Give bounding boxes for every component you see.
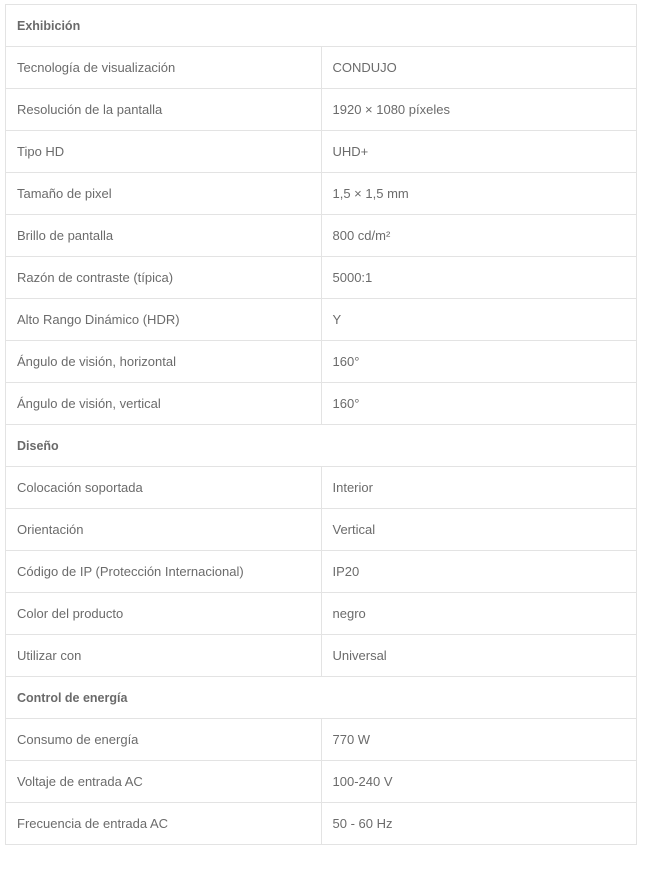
spec-label: Código de IP (Protección Internacional) bbox=[6, 551, 322, 593]
spec-label: Tamaño de pixel bbox=[6, 173, 322, 215]
table-row bbox=[6, 299, 637, 341]
table-row bbox=[6, 719, 637, 761]
spec-value: 800 cd/m² bbox=[321, 215, 637, 257]
section-header-power bbox=[6, 677, 637, 719]
spec-value: CONDUJO bbox=[321, 47, 637, 89]
table-row bbox=[6, 803, 637, 845]
section-title: Control de energía bbox=[6, 677, 637, 719]
table-row bbox=[6, 509, 637, 551]
table-row bbox=[6, 173, 637, 215]
table-row bbox=[6, 383, 637, 425]
spec-label: Consumo de energía bbox=[6, 719, 322, 761]
spec-label: Resolución de la pantalla bbox=[6, 89, 322, 131]
spec-label: Tecnología de visualización bbox=[6, 47, 322, 89]
spec-value: 5000:1 bbox=[321, 257, 637, 299]
section-title: Exhibición bbox=[6, 5, 637, 47]
table-row bbox=[6, 761, 637, 803]
spec-value: 1,5 × 1,5 mm bbox=[321, 173, 637, 215]
table-row bbox=[6, 341, 637, 383]
spec-label: Utilizar con bbox=[6, 635, 322, 677]
table-row bbox=[6, 89, 637, 131]
specifications-table bbox=[5, 4, 637, 845]
section-title: Diseño bbox=[6, 425, 637, 467]
table-row bbox=[6, 215, 637, 257]
spec-label: Voltaje de entrada AC bbox=[6, 761, 322, 803]
spec-label: Ángulo de visión, vertical bbox=[6, 383, 322, 425]
table-row bbox=[6, 131, 637, 173]
section-header-display bbox=[6, 5, 637, 47]
spec-label: Tipo HD bbox=[6, 131, 322, 173]
spec-value: 770 W bbox=[321, 719, 637, 761]
table-row bbox=[6, 635, 637, 677]
spec-value: IP20 bbox=[321, 551, 637, 593]
spec-label: Razón de contraste (típica) bbox=[6, 257, 322, 299]
table-row bbox=[6, 551, 637, 593]
spec-value: 50 - 60 Hz bbox=[321, 803, 637, 845]
spec-label: Ángulo de visión, horizontal bbox=[6, 341, 322, 383]
spec-value: negro bbox=[321, 593, 637, 635]
spec-value: 160° bbox=[321, 383, 637, 425]
section-header-design bbox=[6, 425, 637, 467]
table-row bbox=[6, 593, 637, 635]
spec-label: Color del producto bbox=[6, 593, 322, 635]
table-row bbox=[6, 47, 637, 89]
spec-label: Colocación soportada bbox=[6, 467, 322, 509]
spec-value: 100-240 V bbox=[321, 761, 637, 803]
table-row bbox=[6, 467, 637, 509]
spec-value: Interior bbox=[321, 467, 637, 509]
spec-value: 1920 × 1080 píxeles bbox=[321, 89, 637, 131]
spec-value: Y bbox=[321, 299, 637, 341]
spec-value: Vertical bbox=[321, 509, 637, 551]
spec-label: Frecuencia de entrada AC bbox=[6, 803, 322, 845]
spec-value: UHD+ bbox=[321, 131, 637, 173]
spec-value: Universal bbox=[321, 635, 637, 677]
spec-value: 160° bbox=[321, 341, 637, 383]
spec-label: Brillo de pantalla bbox=[6, 215, 322, 257]
spec-label: Alto Rango Dinámico (HDR) bbox=[6, 299, 322, 341]
spec-label: Orientación bbox=[6, 509, 322, 551]
table-row bbox=[6, 257, 637, 299]
